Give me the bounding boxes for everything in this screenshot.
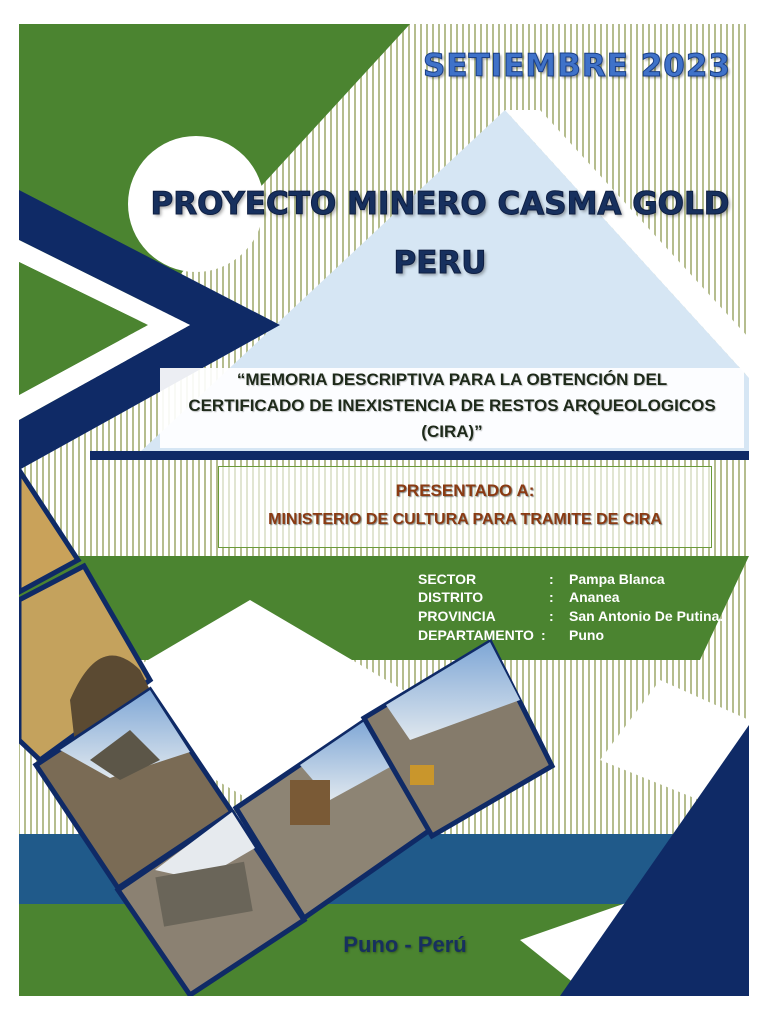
- info-value-provincia: San Antonio De Putina.: [569, 608, 724, 624]
- presentado-box: [218, 466, 712, 548]
- navy-bar: [90, 451, 750, 460]
- info-label-provincia: PROVINCIA: [418, 608, 496, 624]
- memoria-line-3: (CIRA)”: [421, 422, 483, 441]
- memoria-line-1: “MEMORIA DESCRIPTIVA PARA LA OBTENCIÓN DEL: [236, 370, 668, 389]
- info-value-departamento: Puno: [569, 627, 604, 643]
- memoria-line-2: CERTIFICADO DE INEXISTENCIA DE RESTOS ARQUEOLOGICOS: [188, 396, 716, 415]
- project-title: PROYECTO MINERO CASMA GOLD: [150, 186, 730, 222]
- info-sep: :: [541, 627, 546, 643]
- info-sep: :: [549, 608, 554, 624]
- info-label-departamento: DEPARTAMENTO: [418, 627, 534, 643]
- date-heading: SETIEMBRE 2023: [423, 48, 731, 84]
- info-value-distrito: Ananea: [569, 589, 620, 605]
- footer-location: Puno - Perú: [343, 932, 467, 957]
- presentado-recipient: MINISTERIO DE CULTURA PARA TRAMITE DE CIRA: [268, 511, 662, 528]
- project-title-country: PERU: [393, 245, 487, 281]
- presentado-label: PRESENTADO A:: [395, 481, 535, 500]
- memoria-box: [160, 368, 744, 448]
- info-value-sector: Pampa Blanca: [569, 571, 665, 587]
- info-sep: :: [549, 571, 554, 587]
- info-label-sector: SECTOR: [418, 571, 477, 587]
- info-sep: :: [549, 589, 554, 605]
- info-label-distrito: DISTRITO: [418, 589, 484, 605]
